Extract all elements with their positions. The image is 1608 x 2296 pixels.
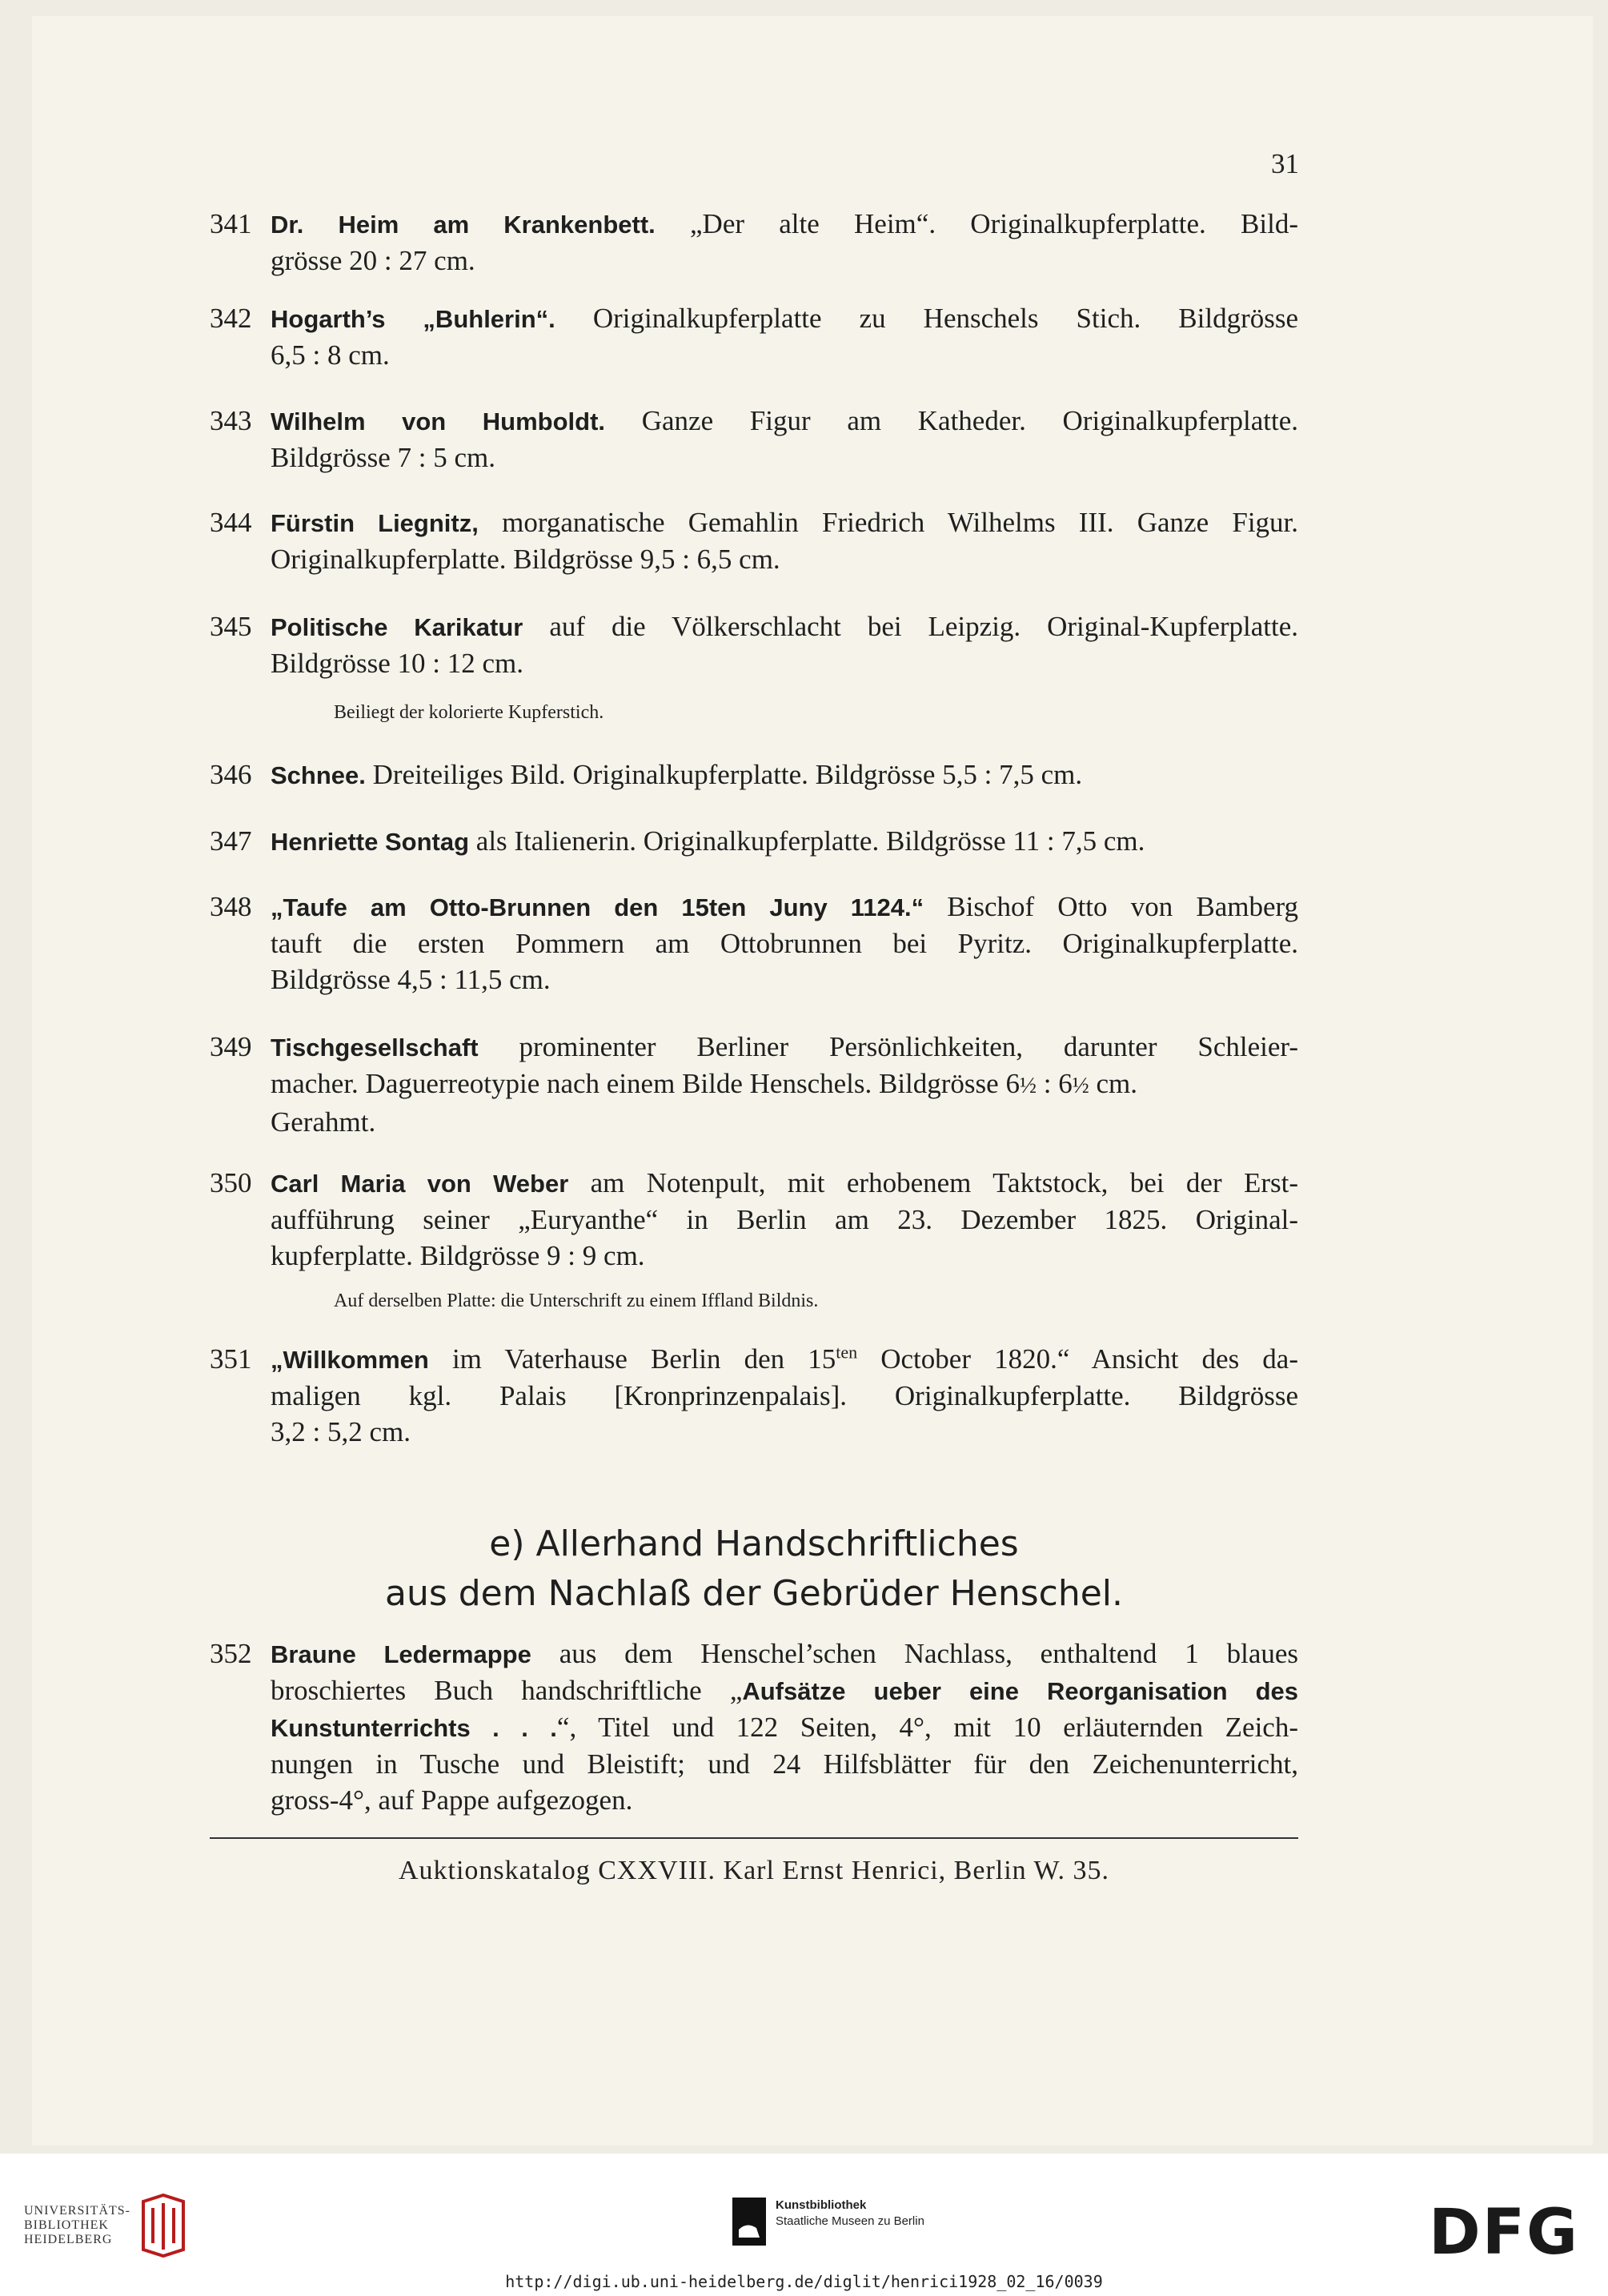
- entry-text: am Notenpult, mit erhobenem Taktstock, bei der Erst-: [590, 1167, 1299, 1198]
- entry-title: „Taufe am Otto-Brunnen den 15ten Juny 1124.“: [271, 893, 924, 921]
- entry-text: prominenter Berliner Persönlichkeiten, darunter Schleier-: [519, 1031, 1299, 1062]
- entry-text: maligen kgl. Palais [Kronprinzenpalais]. Originalkupferplatte. Bildgrösse: [271, 1380, 1298, 1411]
- entry-title: Hogarth’s „Buhlerin“.: [271, 305, 555, 333]
- entry-text: morganatische Gemahlin Friedrich Wilhelms III. Ganze Figur.: [502, 507, 1299, 538]
- entry-text: aus dem Henschel’schen Nachlass, enthaltend 1 blaues: [559, 1638, 1299, 1669]
- entry-text: „Der alte Heim“. Originalkupferplatte. Bild-: [690, 208, 1298, 239]
- entry-text: als Italienerin. Originalkupferplatte. Bildgrösse 11 : 7,5 cm.: [475, 825, 1145, 857]
- catalog-footer: Auktionskatalog CXXVIII. Karl Ernst Henrici, Berlin W. 35.: [398, 1856, 1110, 1885]
- superscript: ten: [836, 1342, 858, 1363]
- entry-title: Carl Maria von Weber: [271, 1170, 569, 1198]
- university-library-name: UNIVERSITÄTS- BIBLIOTHEK HEIDELBERG: [24, 2204, 130, 2246]
- kb-title: Kunstbibliothek: [776, 2198, 867, 2212]
- kunstbibliothek-logo[interactable]: [732, 2198, 924, 2246]
- entry-number: 344: [210, 507, 252, 538]
- entry-text: : 6: [1036, 1068, 1073, 1099]
- entry-text: Bildgrösse 4,5 : 11,5 cm.: [271, 964, 551, 995]
- entry-title: Braune Ledermappe: [271, 1640, 531, 1668]
- catalog-entry-346: [210, 757, 1298, 793]
- section-heading-line: e) Allerhand Handschriftliches: [489, 1523, 1019, 1564]
- entry-text: 6,5 : 8 cm.: [271, 339, 390, 371]
- entry-text: gross-4°, auf Pappe aufgezogen.: [271, 1784, 633, 1816]
- fraction: ½: [1072, 1074, 1089, 1098]
- catalog-entry-350: [210, 1165, 1298, 1274]
- library-emblem-icon: [135, 2194, 191, 2258]
- entry-text: kupferplatte. Bildgrösse 9 : 9 cm.: [271, 1240, 645, 1271]
- section-heading-line: aus dem Nachlaß der Gebrüder Henschel.: [384, 1573, 1123, 1614]
- entry-number: 341: [210, 208, 252, 239]
- entry-text: 3,2 : 5,2 cm.: [271, 1416, 411, 1447]
- entry-note: Auf derselben Platte: die Unterschrift zu einem Iffland Bildnis.: [334, 1290, 819, 1311]
- entry-title: Dr. Heim am Krankenbett.: [271, 211, 656, 239]
- entry-number: 349: [210, 1031, 252, 1062]
- entry-title: „Willkommen: [271, 1346, 429, 1374]
- entry-title: Politische Karikatur: [271, 613, 523, 641]
- catalog-entry-345: [210, 608, 1298, 681]
- catalog-entry-351: [210, 1341, 1298, 1450]
- entry-title: Henriette Sontag: [271, 828, 470, 856]
- museum-emblem-icon: [732, 2198, 766, 2246]
- entry-text: Originalkupferplatte zu Henschels Stich. Bildgrösse: [592, 303, 1299, 334]
- entry-number: 348: [210, 891, 252, 922]
- university-library-logo[interactable]: [24, 2194, 191, 2258]
- dfg-logo[interactable]: DFG: [1429, 2197, 1580, 2269]
- catalog-entry-341: [210, 206, 1298, 279]
- entry-text: Dreiteiliges Bild. Originalkupferplatte. Bildgrösse 5,5 : 7,5 cm.: [372, 759, 1083, 790]
- entry-text: Originalkupferplatte. Bildgrösse 9,5 : 6,5 cm.: [271, 544, 780, 575]
- entry-number: 343: [210, 405, 252, 436]
- catalog-entry-343: [210, 403, 1298, 476]
- entry-text: Bildgrösse 7 : 5 cm.: [271, 442, 495, 473]
- catalog-entry-352: [210, 1636, 1298, 1818]
- catalog-entry-348: [210, 889, 1298, 997]
- fraction: ½: [1019, 1074, 1037, 1098]
- entry-text: cm.: [1089, 1068, 1137, 1099]
- entry-number: 351: [210, 1343, 252, 1375]
- page-number: 31: [1271, 148, 1299, 179]
- entry-text: October 1820.“ Ansicht des da-: [857, 1343, 1298, 1375]
- entry-number: 345: [210, 611, 252, 642]
- entry-number: 342: [210, 303, 252, 334]
- page-url[interactable]: http://digi.ub.uni-heidelberg.de/diglit/henrici1928_02_16/0039: [505, 2272, 1103, 2291]
- entry-text: nungen in Tusche und Bleistift; und 24 Hilfsblätter für den Zeichenunterricht,: [271, 1748, 1298, 1780]
- entry-text: Gerahmt.: [271, 1106, 376, 1138]
- catalog-entry-344: [210, 504, 1298, 577]
- footer-rule: [210, 1837, 1298, 1839]
- entry-text: Ganze Figur am Katheder. Originalkupferplatte.: [641, 405, 1298, 436]
- entry-text: Bischof Otto von Bamberg: [947, 891, 1299, 922]
- entry-text: auf die Völkerschlacht bei Leipzig. Original-Kupferplatte.: [549, 611, 1299, 642]
- entry-text: aufführung seiner „Euryanthe“ in Berlin am 23. Dezember 1825. Original-: [271, 1204, 1298, 1235]
- entry-number: 347: [210, 825, 252, 857]
- entry-text: broschiertes Buch handschriftliche „: [271, 1675, 743, 1706]
- entry-text: “, Titel und 122 Seiten, 4°, mit 10 erläuternden Zeich-: [556, 1712, 1298, 1743]
- entry-text: grösse 20 : 27 cm.: [271, 245, 475, 276]
- entry-number: 346: [210, 759, 252, 790]
- entry-title: Kunstunterrichts . . .: [271, 1714, 557, 1742]
- entry-title: Tischgesellschaft: [271, 1034, 479, 1062]
- entry-number: 352: [210, 1638, 252, 1669]
- entry-note: Beiliegt der kolorierte Kupferstich.: [334, 702, 604, 723]
- section-heading: [210, 1519, 1298, 1619]
- kb-subtitle: Staatliche Museen zu Berlin: [776, 2214, 924, 2228]
- catalog-entry-349: [210, 1029, 1298, 1140]
- catalog-entry-347: [210, 823, 1298, 860]
- entry-text: im Vaterhause Berlin den 15: [451, 1343, 836, 1375]
- entry-title: Wilhelm von Humboldt.: [271, 407, 606, 436]
- entry-title: Fürstin Liegnitz,: [271, 509, 479, 537]
- entry-text: macher. Daguerreotypie nach einem Bilde Henschels. Bildgrösse 6: [271, 1068, 1020, 1099]
- entry-title: Schnee.: [271, 761, 366, 789]
- entry-title: Aufsätze ueber eine Reorganisation des: [742, 1677, 1299, 1705]
- entry-text: Bildgrösse 10 : 12 cm.: [271, 648, 523, 679]
- entry-number: 350: [210, 1167, 252, 1198]
- entry-text: tauft die ersten Pommern am Ottobrunnen bei Pyritz. Originalkupferplatte.: [271, 928, 1298, 959]
- catalog-entry-342: [210, 300, 1298, 373]
